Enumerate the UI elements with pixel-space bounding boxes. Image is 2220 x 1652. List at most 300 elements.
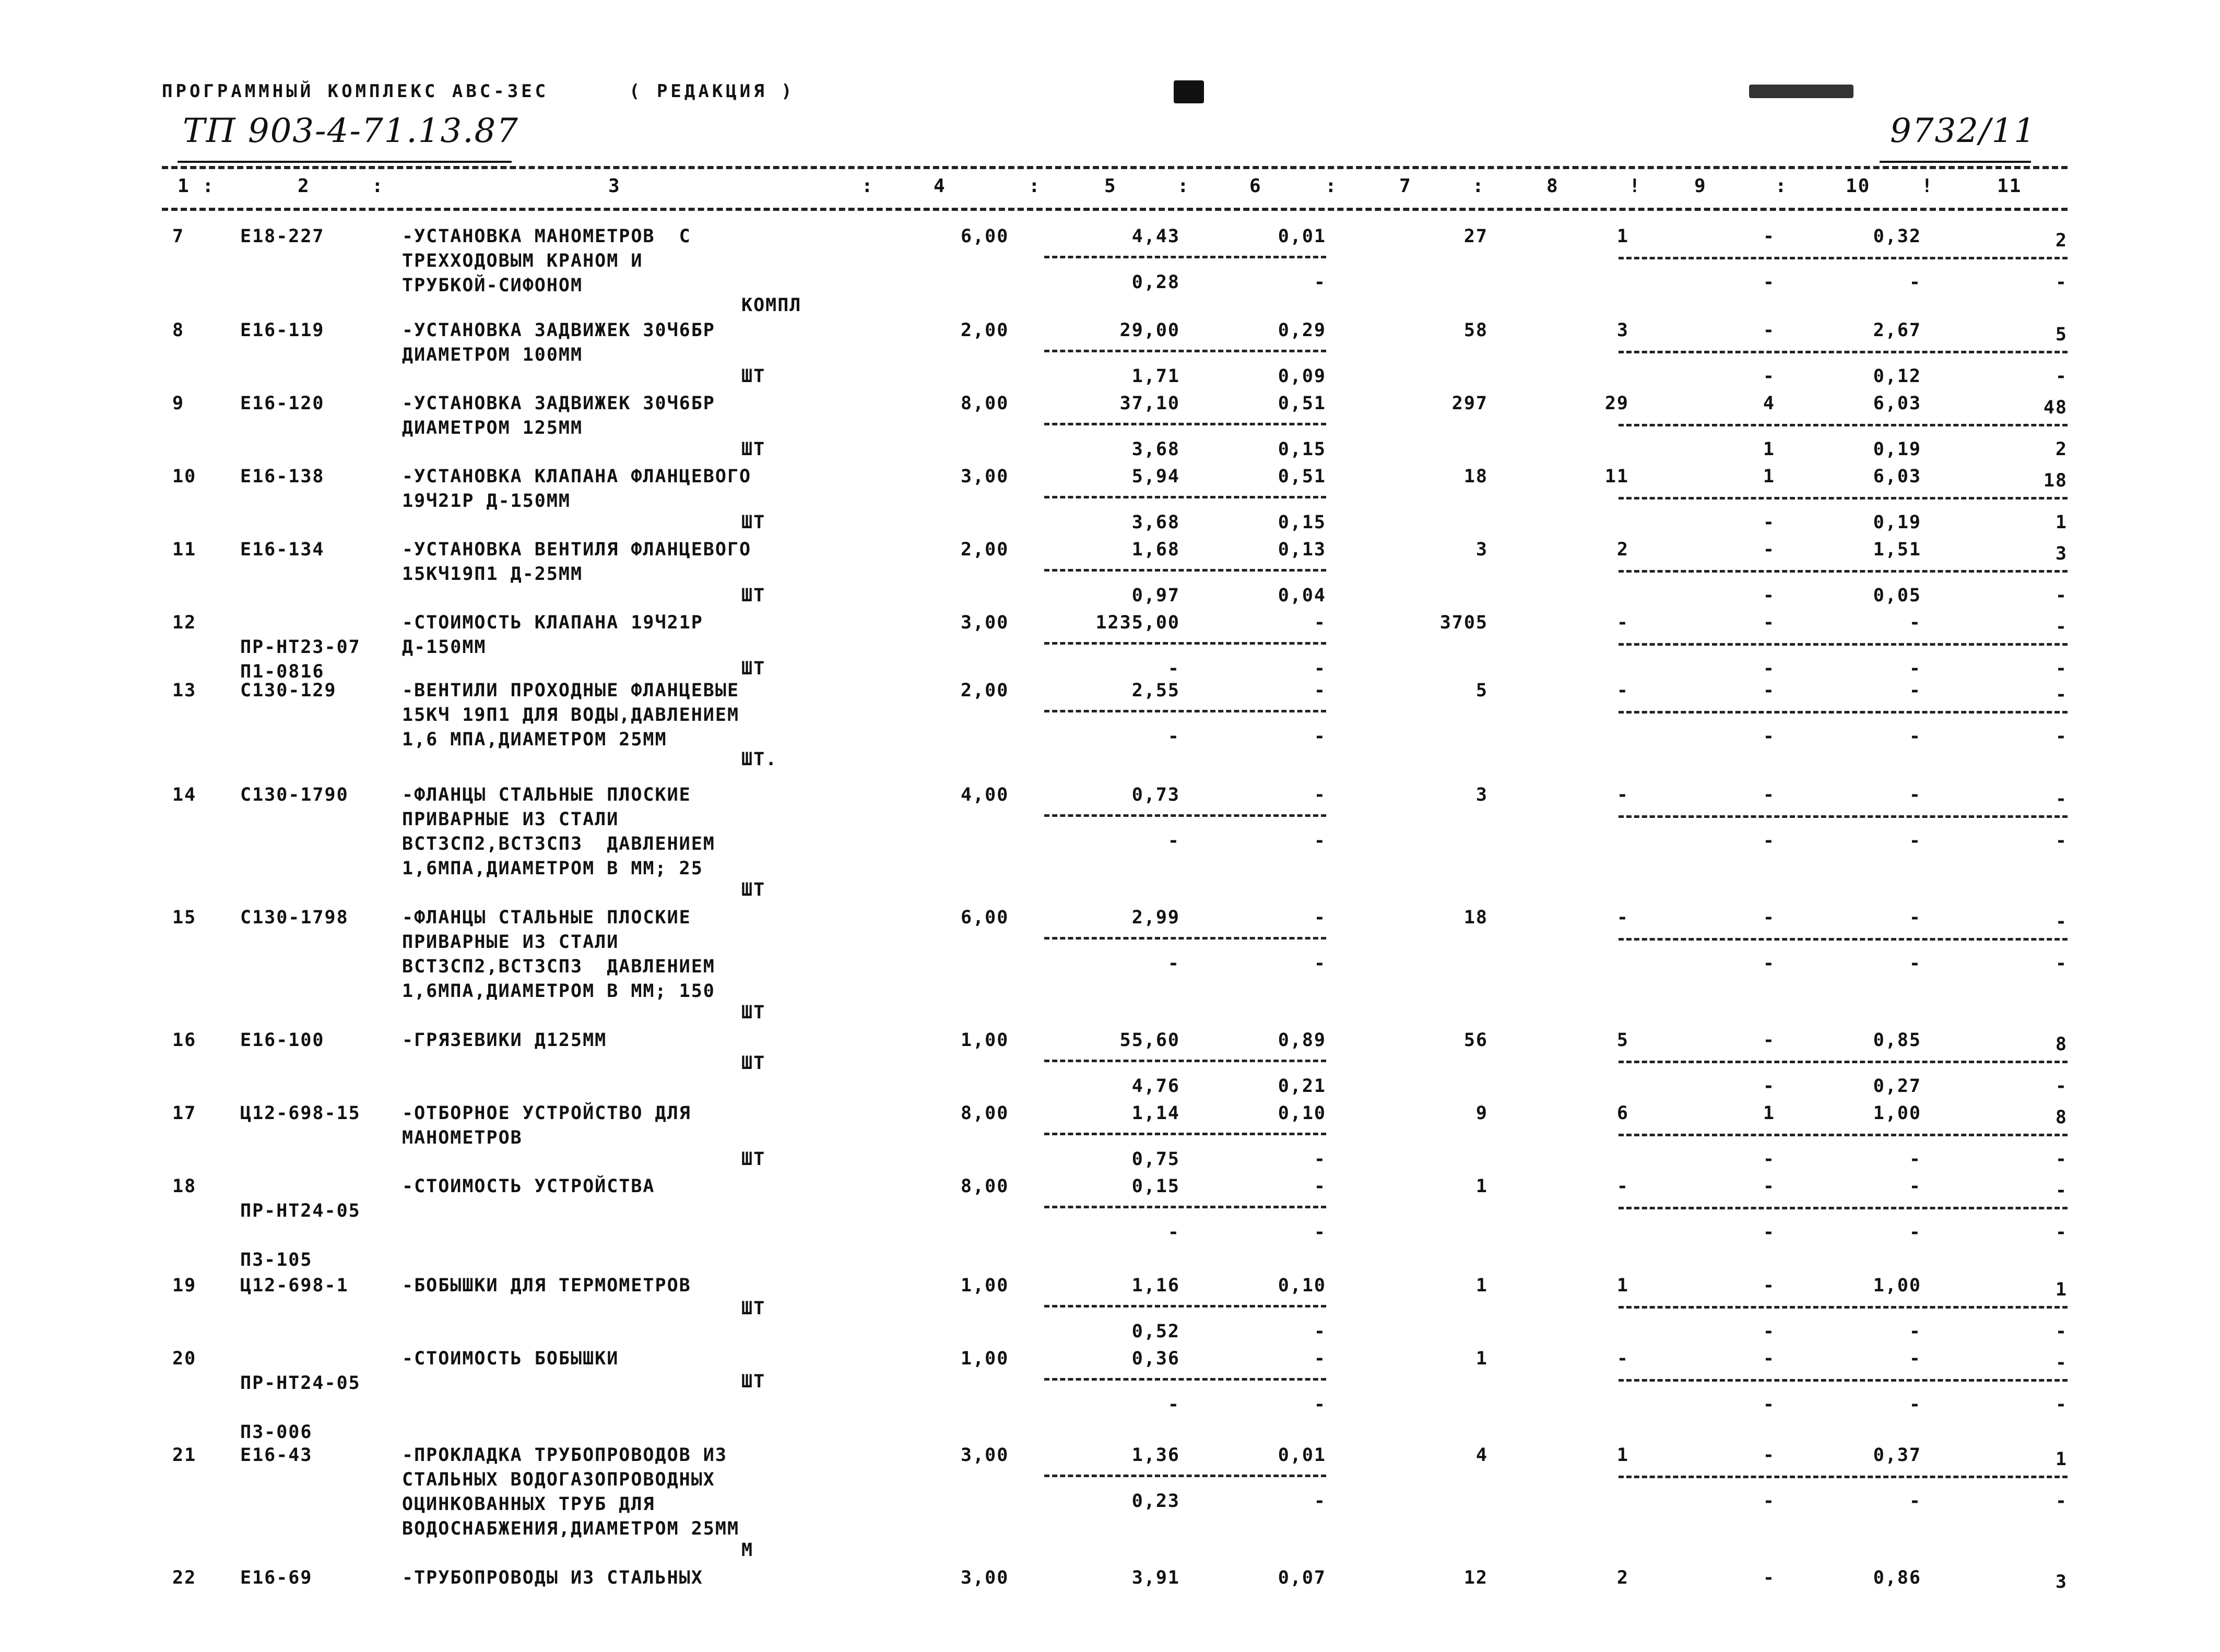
total-machines: - xyxy=(1763,1030,1775,1051)
col-11: 11 xyxy=(1997,175,2022,197)
labor-total: - xyxy=(2055,1180,2068,1201)
unit-label: ШТ xyxy=(741,1149,766,1170)
labor-hours: - xyxy=(1909,1348,1921,1369)
table-row xyxy=(0,783,2220,906)
quantity: 1,00 xyxy=(961,1030,1009,1051)
norm-code: Е16-134 xyxy=(240,539,325,560)
total-machine-wages: - xyxy=(1763,1076,1775,1097)
total-wages: - xyxy=(1616,907,1629,928)
labor-hours-machine: - xyxy=(1909,1491,1921,1512)
col-9: 9 xyxy=(1694,175,1707,197)
unit-label: ШТ xyxy=(741,1298,766,1319)
total-machine-wages: - xyxy=(1763,585,1775,606)
total-cost: 18 xyxy=(1463,466,1488,487)
unit-price-wages: - xyxy=(1167,830,1180,851)
row-number: 9 xyxy=(172,393,185,414)
machine-cost: - xyxy=(1314,680,1326,701)
unit-price-wages: 3,68 xyxy=(1131,439,1180,460)
total-machines: 4 xyxy=(1763,393,1775,414)
labor-hours: 1,00 xyxy=(1873,1103,1921,1124)
labor-total: 5 xyxy=(2055,324,2068,345)
labor-total: 1 xyxy=(2055,1279,2068,1300)
col-10: 10 xyxy=(1846,175,1871,197)
row-divider xyxy=(1619,351,2068,353)
norm-code: Ц12-698-15 xyxy=(240,1103,361,1124)
row-number: 18 xyxy=(172,1176,197,1197)
total-cost: 9 xyxy=(1475,1103,1488,1124)
table-row xyxy=(0,391,2220,465)
row-divider xyxy=(1619,424,2068,426)
unit-price: 2,55 xyxy=(1131,680,1180,701)
total-cost: 3 xyxy=(1475,785,1488,805)
machine-cost: 0,51 xyxy=(1278,466,1326,487)
row-number: 19 xyxy=(172,1275,197,1296)
unit-price-wages: - xyxy=(1167,953,1180,974)
labor-total: 18 xyxy=(2043,470,2068,491)
total-machine-wages: - xyxy=(1763,953,1775,974)
total-cost: 18 xyxy=(1463,907,1488,928)
row-divider xyxy=(1619,1476,2068,1478)
labor-hours: 0,32 xyxy=(1873,226,1921,247)
labor-hours-machine: - xyxy=(1909,830,1921,851)
unit-price-wages: 4,76 xyxy=(1131,1076,1180,1097)
edition-label: ( РЕДАКЦИЯ ) xyxy=(629,81,795,102)
unit-price: 0,36 xyxy=(1131,1348,1180,1369)
total-wages: 2 xyxy=(1616,1567,1629,1588)
table-row xyxy=(0,1028,2220,1101)
code-underline xyxy=(178,161,512,163)
unit-price: 4,43 xyxy=(1131,226,1180,247)
unit-label: ШТ xyxy=(741,1002,766,1023)
total-machines: - xyxy=(1763,1176,1775,1197)
unit-price: 2,99 xyxy=(1131,907,1180,928)
norm-code: ПР-НТ24-05 П3-105 xyxy=(240,1201,361,1270)
total-machines: - xyxy=(1763,612,1775,633)
labor-hours-machine: - xyxy=(1909,1222,1921,1243)
labor-total: 8 xyxy=(2055,1107,2068,1128)
work-description: -УСТАНОВКА МАНОМЕТРОВ С ТРЕХХОДОВЫМ КРАНОМ И ТРУБКОЙ-СИФОНОМ xyxy=(402,226,691,296)
row-divider xyxy=(1044,642,1326,645)
total-wages: 1 xyxy=(1616,1445,1629,1466)
row-divider xyxy=(1619,497,2068,500)
work-description: -ФЛАНЦЫ СТАЛЬНЫЕ ПЛОСКИЕ ПРИВАРНЫЕ ИЗ СТАЛИ ВСТ3СП2,ВСТ3СП3 ДАВЛЕНИЕМ 1,6МПА,ДИАМЕТРОМ В ММ; 150 xyxy=(402,907,715,1002)
row-number: 17 xyxy=(172,1103,197,1124)
machine-cost: - xyxy=(1314,907,1326,928)
unit-price: 3,91 xyxy=(1131,1567,1180,1588)
quantity: 8,00 xyxy=(961,393,1009,414)
machine-cost: 0,10 xyxy=(1278,1275,1326,1296)
quantity: 1,00 xyxy=(961,1348,1009,1369)
table-row xyxy=(0,611,2220,682)
row-number: 20 xyxy=(172,1348,197,1369)
row-divider xyxy=(1044,1475,1326,1477)
labor-total: - xyxy=(2055,684,2068,705)
row-divider xyxy=(1619,1061,2068,1063)
row-number: 16 xyxy=(172,1030,197,1051)
unit-label: ШТ xyxy=(741,512,766,533)
row-divider xyxy=(1044,814,1326,817)
labor-hours: 1,51 xyxy=(1873,539,1921,560)
labor-hours: 1,00 xyxy=(1873,1275,1921,1296)
work-description: -ГРЯЗЕВИКИ Д125ММ xyxy=(402,1030,607,1051)
quantity: 2,00 xyxy=(961,539,1009,560)
labor-total-machine: - xyxy=(2055,658,2068,679)
total-wages: 3 xyxy=(1616,320,1629,341)
total-machine-wages: 1 xyxy=(1763,439,1775,460)
table-row xyxy=(0,224,2220,318)
unit-price: 1,14 xyxy=(1131,1103,1180,1124)
col-sep: ! xyxy=(1921,175,1934,197)
col-5: 5 xyxy=(1104,175,1117,197)
quantity: 3,00 xyxy=(961,612,1009,633)
work-description: -СТОИМОСТЬ УСТРОЙСТВА xyxy=(402,1176,655,1197)
unit-price-wages: 0,97 xyxy=(1131,585,1180,606)
table-row xyxy=(0,679,2220,783)
total-machines: - xyxy=(1763,1275,1775,1296)
labor-total: 3 xyxy=(2055,543,2068,564)
table-row xyxy=(0,465,2220,538)
machine-wages: - xyxy=(1314,1491,1326,1512)
row-divider xyxy=(1044,256,1326,258)
work-description: -УСТАНОВКА ЗАДВИЖЕК 30Ч6БР ДИАМЕТРОМ 100ММ xyxy=(402,320,715,365)
row-divider xyxy=(1619,815,2068,818)
labor-hours-machine: 0,19 xyxy=(1873,439,1921,460)
table-row xyxy=(0,1347,2220,1443)
norm-code: С130-1790 xyxy=(240,785,349,805)
machine-wages: - xyxy=(1314,658,1326,679)
col-1: 1 : xyxy=(178,175,215,197)
sheet-number: 9732/11 xyxy=(1890,112,2036,150)
machine-cost: - xyxy=(1314,785,1326,805)
total-machines: - xyxy=(1763,320,1775,341)
unit-label: ШТ xyxy=(741,880,766,900)
labor-total-machine: - xyxy=(2055,830,2068,851)
unit-price: 1235,00 xyxy=(1095,612,1180,633)
machine-wages: - xyxy=(1314,1394,1326,1415)
col-8: 8 xyxy=(1546,175,1559,197)
row-number: 12 xyxy=(172,612,197,633)
quantity: 8,00 xyxy=(961,1103,1009,1124)
col-sep: : xyxy=(861,175,874,197)
total-cost: 4 xyxy=(1475,1445,1488,1466)
total-wages: - xyxy=(1616,1176,1629,1197)
total-cost: 3705 xyxy=(1439,612,1488,633)
quantity: 3,00 xyxy=(961,1445,1009,1466)
table-row xyxy=(0,538,2220,611)
labor-total-machine: - xyxy=(2055,366,2068,387)
row-divider xyxy=(1044,1060,1326,1062)
header-top-rule xyxy=(162,166,2068,169)
unit-price: 29,00 xyxy=(1119,320,1180,341)
document-code: ТП 903-4-71.13.87 xyxy=(183,112,519,150)
labor-total: - xyxy=(2055,616,2068,637)
row-number: 7 xyxy=(172,226,185,247)
work-description: -ВЕНТИЛИ ПРОХОДНЫЕ ФЛАНЦЕВЫЕ 15КЧ 19П1 ДЛЯ ВОДЫ,ДАВЛЕНИЕМ 1,6 МПА,ДИАМЕТРОМ 25ММ xyxy=(402,680,740,750)
unit-price: 1,36 xyxy=(1131,1445,1180,1466)
total-machine-wages: - xyxy=(1763,1149,1775,1170)
total-wages: 29 xyxy=(1604,393,1629,414)
table-row xyxy=(0,1443,2220,1566)
total-machines: - xyxy=(1763,785,1775,805)
unit-label: ШТ xyxy=(741,1053,766,1074)
total-machines: 1 xyxy=(1763,1103,1775,1124)
total-wages: 2 xyxy=(1616,539,1629,560)
unit-price-wages: 3,68 xyxy=(1131,512,1180,533)
estimate-rows xyxy=(0,224,2220,1597)
quantity: 8,00 xyxy=(961,1176,1009,1197)
norm-code: Е16-100 xyxy=(240,1030,325,1051)
machine-wages: 0,21 xyxy=(1278,1076,1326,1097)
labor-total: 2 xyxy=(2055,230,2068,251)
total-machines: - xyxy=(1763,226,1775,247)
labor-total-machine: - xyxy=(2055,953,2068,974)
row-divider xyxy=(1619,570,2068,573)
unit-price-wages: 1,71 xyxy=(1131,366,1180,387)
labor-total: 1 xyxy=(2055,1449,2068,1470)
total-wages: - xyxy=(1616,785,1629,805)
table-row xyxy=(0,1174,2220,1274)
total-wages: - xyxy=(1616,680,1629,701)
total-machines: - xyxy=(1763,539,1775,560)
machine-cost: 0,29 xyxy=(1278,320,1326,341)
labor-hours-machine: 0,27 xyxy=(1873,1076,1921,1097)
col-sep: : xyxy=(1029,175,1041,197)
unit-price-wages: - xyxy=(1167,658,1180,679)
work-description: -СТОИМОСТЬ КЛАПАНА 19Ч21Р Д-150ММ xyxy=(402,612,703,658)
row-divider xyxy=(1044,423,1326,425)
unit-label: КОМПЛ xyxy=(741,295,802,316)
total-machine-wages: - xyxy=(1763,1222,1775,1243)
row-divider xyxy=(1044,1305,1326,1308)
table-row xyxy=(0,1101,2220,1174)
row-number: 8 xyxy=(172,320,185,341)
quantity: 6,00 xyxy=(961,226,1009,247)
labor-total-machine: 2 xyxy=(2055,439,2068,460)
unit-label: ШТ xyxy=(741,658,766,679)
total-cost: 56 xyxy=(1463,1030,1488,1051)
total-wages: 1 xyxy=(1616,1275,1629,1296)
total-machine-wages: - xyxy=(1763,366,1775,387)
total-machine-wages: - xyxy=(1763,1491,1775,1512)
unit-label: ШТ xyxy=(741,585,766,606)
machine-wages: - xyxy=(1314,272,1326,293)
total-machine-wages: - xyxy=(1763,830,1775,851)
norm-code: Е16-43 xyxy=(240,1445,313,1466)
machine-wages: - xyxy=(1314,1321,1326,1342)
labor-total-machine: - xyxy=(2055,1222,2068,1243)
row-divider xyxy=(1044,1133,1326,1135)
labor-hours-machine: 0,05 xyxy=(1873,585,1921,606)
labor-hours: 0,86 xyxy=(1873,1567,1921,1588)
work-description: -ФЛАНЦЫ СТАЛЬНЫЕ ПЛОСКИЕ ПРИВАРНЫЕ ИЗ СТАЛИ ВСТ3СП2,ВСТ3СП3 ДАВЛЕНИЕМ 1,6МПА,ДИАМЕТРОМ В ММ; 25 xyxy=(402,785,715,879)
total-machine-wages: - xyxy=(1763,1321,1775,1342)
row-number: 22 xyxy=(172,1567,197,1588)
machine-cost: 0,51 xyxy=(1278,393,1326,414)
labor-total-machine: - xyxy=(2055,1321,2068,1342)
stamp-blot xyxy=(1174,80,1204,103)
norm-code: Е16-119 xyxy=(240,320,325,341)
labor-total: 3 xyxy=(2055,1572,2068,1592)
labor-hours: 2,67 xyxy=(1873,320,1921,341)
col-sep: : xyxy=(1472,175,1485,197)
labor-total-machine: - xyxy=(2055,1076,2068,1097)
labor-total-machine: 1 xyxy=(2055,512,2068,533)
total-cost: 27 xyxy=(1463,226,1488,247)
labor-hours-machine: - xyxy=(1909,272,1921,293)
total-cost: 1 xyxy=(1475,1176,1488,1197)
labor-hours: 0,85 xyxy=(1873,1030,1921,1051)
norm-code: Е16-138 xyxy=(240,466,325,487)
labor-total: 8 xyxy=(2055,1034,2068,1055)
total-machines: - xyxy=(1763,680,1775,701)
labor-total-machine: - xyxy=(2055,585,2068,606)
total-machines: 1 xyxy=(1763,466,1775,487)
machine-wages: - xyxy=(1314,726,1326,747)
unit-label: М xyxy=(741,1540,754,1561)
machine-wages: - xyxy=(1314,1222,1326,1243)
unit-price: 0,15 xyxy=(1131,1176,1180,1197)
unit-price-wages: 0,23 xyxy=(1131,1491,1180,1512)
row-number: 14 xyxy=(172,785,197,805)
row-divider xyxy=(1044,710,1326,712)
work-description: -УСТАНОВКА ЗАДВИЖЕК 30Ч6БР ДИАМЕТРОМ 125ММ xyxy=(402,393,715,438)
work-description: -БОБЫШКИ ДЛЯ ТЕРМОМЕТРОВ xyxy=(402,1275,691,1296)
table-row xyxy=(0,318,2220,391)
col-sep: : xyxy=(1775,175,1788,197)
table-row xyxy=(0,906,2220,1028)
unit-price-wages: 0,28 xyxy=(1131,272,1180,293)
col-7: 7 xyxy=(1399,175,1412,197)
total-wages: 11 xyxy=(1604,466,1629,487)
total-machine-wages: - xyxy=(1763,272,1775,293)
labor-total-machine: - xyxy=(2055,1491,2068,1512)
norm-code: Е18-227 xyxy=(240,226,325,247)
total-cost: 3 xyxy=(1475,539,1488,560)
machine-cost: 0,89 xyxy=(1278,1030,1326,1051)
total-machines: - xyxy=(1763,1445,1775,1466)
total-machine-wages: - xyxy=(1763,1394,1775,1415)
work-description: -УСТАНОВКА ВЕНТИЛЯ ФЛАНЦЕВОГО 15КЧ19П1 Д-25ММ xyxy=(402,539,752,585)
stamp-blot-right xyxy=(1749,85,1853,98)
unit-label: ШТ xyxy=(741,439,766,460)
labor-hours: - xyxy=(1909,680,1921,701)
row-divider xyxy=(1044,1378,1326,1381)
quantity: 3,00 xyxy=(961,1567,1009,1588)
col-4: 4 xyxy=(934,175,946,197)
table-row xyxy=(0,1274,2220,1347)
work-description: -СТОИМОСТЬ БОБЫШКИ xyxy=(402,1348,619,1369)
total-wages: 5 xyxy=(1616,1030,1629,1051)
table-row xyxy=(0,1566,2220,1597)
labor-total: - xyxy=(2055,789,2068,810)
row-divider xyxy=(1044,496,1326,498)
unit-price-wages: - xyxy=(1167,1222,1180,1243)
machine-cost: 0,07 xyxy=(1278,1567,1326,1588)
machine-cost: 0,10 xyxy=(1278,1103,1326,1124)
unit-price: 5,94 xyxy=(1131,466,1180,487)
machine-cost: 0,01 xyxy=(1278,226,1326,247)
total-cost: 1 xyxy=(1475,1275,1488,1296)
labor-hours-machine: - xyxy=(1909,726,1921,747)
labor-hours: - xyxy=(1909,1176,1921,1197)
total-wages: 1 xyxy=(1616,226,1629,247)
program-title: ПРОГРАММНЫЙ КОМПЛЕКС АВС-3ЕС xyxy=(162,81,549,102)
labor-hours: - xyxy=(1909,785,1921,805)
row-number: 13 xyxy=(172,680,197,701)
labor-total-machine: - xyxy=(2055,726,2068,747)
norm-code: С130-1798 xyxy=(240,907,349,928)
row-divider xyxy=(1619,1207,2068,1209)
labor-total-machine: - xyxy=(2055,1149,2068,1170)
total-machine-wages: - xyxy=(1763,726,1775,747)
unit-price-wages: 0,52 xyxy=(1131,1321,1180,1342)
machine-wages: 0,09 xyxy=(1278,366,1326,387)
col-sep: : xyxy=(372,175,384,197)
machine-wages: 0,15 xyxy=(1278,512,1326,533)
col-sep: : xyxy=(1177,175,1190,197)
row-number: 10 xyxy=(172,466,197,487)
unit-price-wages: - xyxy=(1167,1394,1180,1415)
work-description: -ТРУБОПРОВОДЫ ИЗ СТАЛЬНЫХ xyxy=(402,1567,703,1588)
row-divider xyxy=(1619,711,2068,714)
total-cost: 5 xyxy=(1475,680,1488,701)
total-cost: 58 xyxy=(1463,320,1488,341)
total-cost: 297 xyxy=(1451,393,1488,414)
labor-hours-machine: - xyxy=(1909,1394,1921,1415)
machine-wages: - xyxy=(1314,953,1326,974)
labor-total: 48 xyxy=(2043,397,2068,418)
col-2: 2 xyxy=(298,175,310,197)
unit-price: 1,16 xyxy=(1131,1275,1180,1296)
labor-total-machine: - xyxy=(2055,272,2068,293)
labor-total: - xyxy=(2055,911,2068,932)
unit-price-wages: - xyxy=(1167,726,1180,747)
total-machine-wages: - xyxy=(1763,512,1775,533)
machine-wages: 0,04 xyxy=(1278,585,1326,606)
unit-price: 55,60 xyxy=(1119,1030,1180,1051)
machine-cost: 0,13 xyxy=(1278,539,1326,560)
labor-hours-machine: 0,12 xyxy=(1873,366,1921,387)
unit-label: ШТ xyxy=(741,366,766,387)
row-divider xyxy=(1044,569,1326,572)
total-machines: - xyxy=(1763,907,1775,928)
row-number: 15 xyxy=(172,907,197,928)
norm-code: Е16-69 xyxy=(240,1567,313,1588)
row-number: 21 xyxy=(172,1445,197,1466)
unit-label: ШТ xyxy=(741,1371,766,1392)
sheet-underline xyxy=(1880,161,2031,163)
machine-wages: - xyxy=(1314,1149,1326,1170)
labor-hours: - xyxy=(1909,907,1921,928)
row-divider xyxy=(1619,1379,2068,1382)
labor-total: - xyxy=(2055,1352,2068,1373)
machine-cost: - xyxy=(1314,1348,1326,1369)
norm-code: ПР-НТ24-05 П3-006 xyxy=(240,1373,361,1443)
quantity: 2,00 xyxy=(961,680,1009,701)
labor-hours: 6,03 xyxy=(1873,393,1921,414)
col-6: 6 xyxy=(1249,175,1262,197)
row-number: 11 xyxy=(172,539,197,560)
quantity: 6,00 xyxy=(961,907,1009,928)
machine-wages: 0,15 xyxy=(1278,439,1326,460)
machine-cost: - xyxy=(1314,1176,1326,1197)
row-divider xyxy=(1619,938,2068,941)
total-cost: 1 xyxy=(1475,1348,1488,1369)
row-divider xyxy=(1619,1306,2068,1309)
row-divider xyxy=(1044,1206,1326,1208)
machine-cost: - xyxy=(1314,612,1326,633)
row-divider xyxy=(1619,643,2068,646)
